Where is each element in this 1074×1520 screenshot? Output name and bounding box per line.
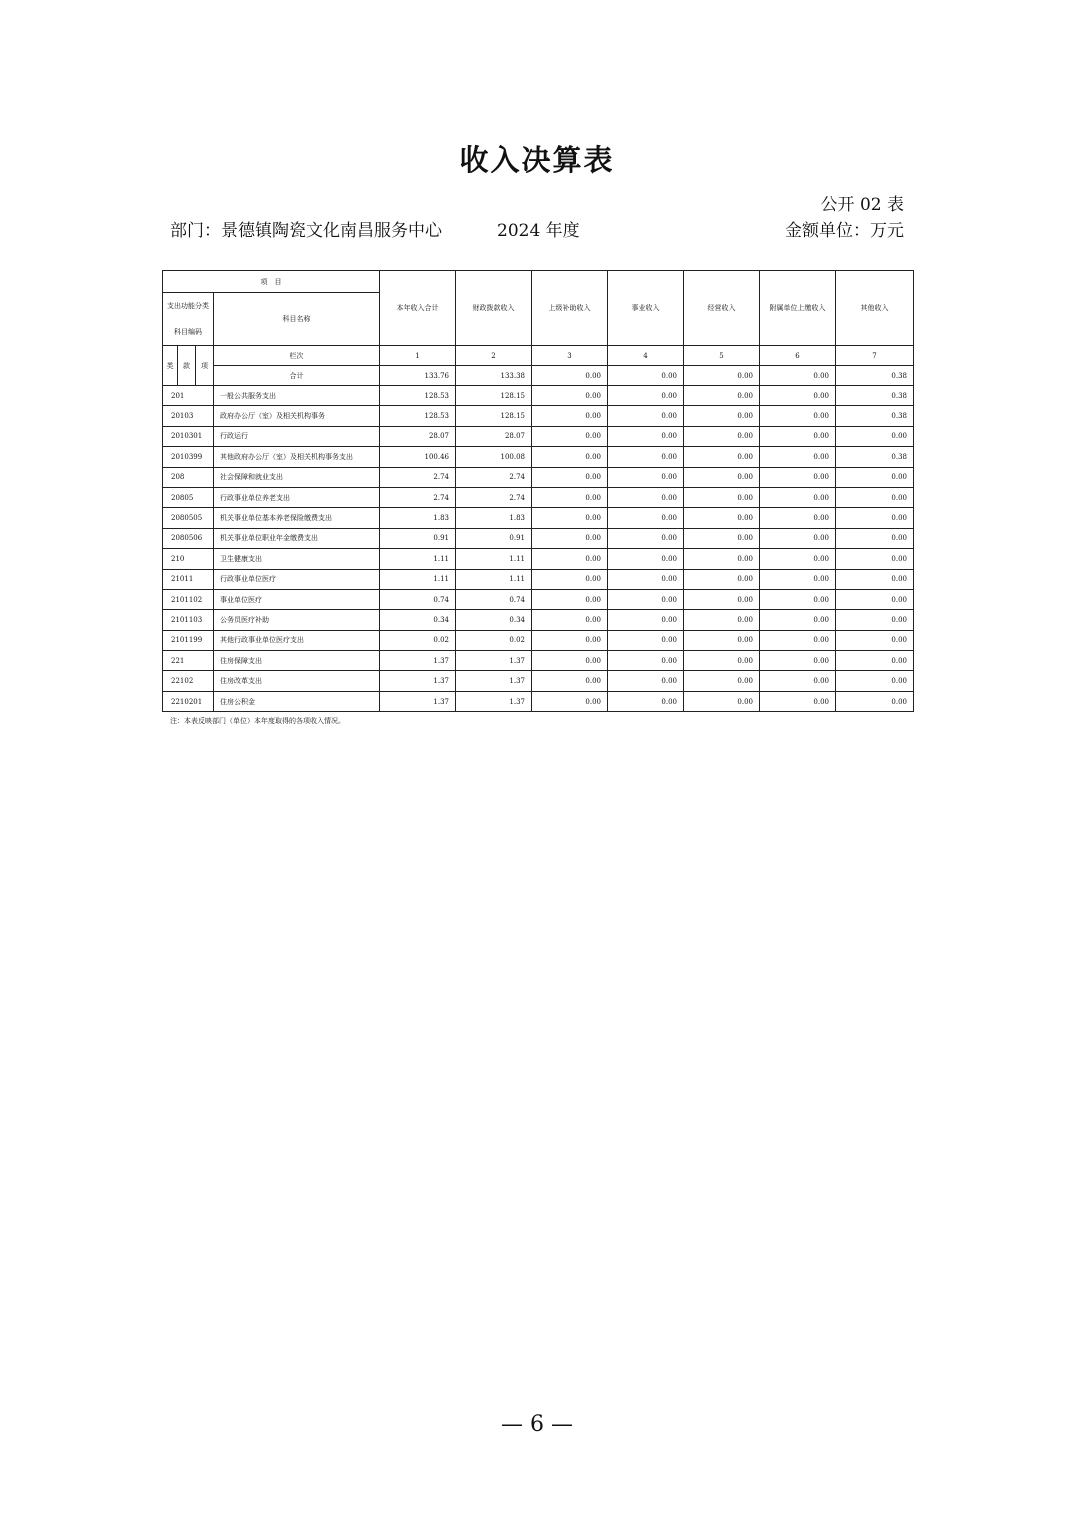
- row-subject-name: 其他政府办公厅（室）及相关机构事务支出: [214, 447, 380, 467]
- row-value: 0.00: [760, 528, 836, 548]
- row-value: 0.00: [760, 467, 836, 487]
- table-row: [163, 386, 914, 406]
- row-value: 0.00: [608, 406, 684, 426]
- row-subject-name: 公务员医疗补助: [214, 610, 380, 630]
- table-row: [163, 691, 914, 711]
- table-row: [163, 630, 914, 650]
- table-row: [163, 569, 914, 589]
- row-value: 0.00: [608, 569, 684, 589]
- row-value: 0.00: [532, 487, 608, 507]
- row-value: 0.00: [684, 569, 760, 589]
- kuan-header: 款: [178, 346, 196, 386]
- row-value: 0.00: [836, 630, 914, 650]
- row-value: 0.00: [532, 630, 608, 650]
- total-value: 133.76: [380, 366, 456, 386]
- row-value: 0.00: [684, 508, 760, 528]
- row-value: 0.00: [684, 630, 760, 650]
- row-value: 0.00: [836, 651, 914, 671]
- lei-header: 类: [163, 346, 178, 386]
- column-number: 3: [532, 346, 608, 366]
- row-value: 0.00: [760, 386, 836, 406]
- row-value: 0.00: [532, 671, 608, 691]
- total-value: 0.38: [836, 366, 914, 386]
- xiang-header: 项: [196, 346, 214, 386]
- row-value: 0.00: [684, 671, 760, 691]
- row-value: 0.00: [532, 691, 608, 711]
- row-value: 0.00: [532, 549, 608, 569]
- row-value: 1.83: [380, 508, 456, 528]
- row-value: 0.00: [684, 589, 760, 609]
- row-value: 0.00: [532, 528, 608, 548]
- page-title: 收入决算表: [459, 143, 615, 177]
- row-value: 0.02: [380, 630, 456, 650]
- total-label: 合计: [214, 366, 380, 386]
- column-number: 1: [380, 346, 456, 366]
- row-value: 1.37: [380, 671, 456, 691]
- row-value: 1.11: [456, 549, 532, 569]
- row-value: 0.00: [684, 406, 760, 426]
- table-row: [163, 508, 914, 528]
- row-value: 1.11: [456, 569, 532, 589]
- row-value: 0.00: [684, 467, 760, 487]
- row-value: 0.00: [608, 691, 684, 711]
- total-value: 0.00: [760, 366, 836, 386]
- row-value: 0.00: [608, 508, 684, 528]
- func-code-header: 支出功能分类科目编码: [163, 293, 214, 346]
- row-value: 0.34: [380, 610, 456, 630]
- row-value: 0.00: [836, 691, 914, 711]
- row-code: 221: [163, 651, 214, 671]
- row-value: 0.00: [608, 467, 684, 487]
- row-value: 0.00: [532, 386, 608, 406]
- row-value: 0.00: [760, 406, 836, 426]
- row-value: 0.00: [684, 610, 760, 630]
- row-subject-name: 住房改革支出: [214, 671, 380, 691]
- row-value: 0.00: [836, 426, 914, 446]
- row-subject-name: 住房公积金: [214, 691, 380, 711]
- column-number: 5: [684, 346, 760, 366]
- row-value: 0.00: [532, 589, 608, 609]
- row-value: 0.00: [532, 406, 608, 426]
- row-code: 20103: [163, 406, 214, 426]
- row-value: 0.00: [684, 549, 760, 569]
- row-value: 1.11: [380, 549, 456, 569]
- row-value: 1.37: [456, 651, 532, 671]
- column-number: 6: [760, 346, 836, 366]
- table-row: [163, 426, 914, 446]
- total-value: 0.00: [532, 366, 608, 386]
- column-header: 财政拨款收入: [456, 271, 532, 346]
- row-value: 0.00: [760, 651, 836, 671]
- row-value: 2.74: [456, 487, 532, 507]
- row-value: 0.00: [532, 569, 608, 589]
- footnote: 注：本表反映部门（单位）本年度取得的各项收入情况。: [170, 717, 345, 725]
- row-value: 0.00: [684, 528, 760, 548]
- table-row: [163, 447, 914, 467]
- row-value: 128.15: [456, 386, 532, 406]
- row-value: 128.15: [456, 406, 532, 426]
- total-value: 133.38: [456, 366, 532, 386]
- row-value: 0.00: [836, 589, 914, 609]
- row-value: 1.83: [456, 508, 532, 528]
- row-value: 0.00: [836, 610, 914, 630]
- page-number: — 6 —: [501, 1412, 573, 1437]
- row-value: 0.00: [608, 528, 684, 548]
- row-value: 1.37: [456, 691, 532, 711]
- row-value: 0.00: [608, 671, 684, 691]
- row-value: 0.00: [836, 549, 914, 569]
- row-value: 0.02: [456, 630, 532, 650]
- row-value: 100.46: [380, 447, 456, 467]
- row-value: 1.11: [380, 569, 456, 589]
- row-code: 2101199: [163, 630, 214, 650]
- row-value: 0.00: [836, 671, 914, 691]
- row-subject-name: 其他行政事业单位医疗支出: [214, 630, 380, 650]
- row-value: 0.00: [684, 651, 760, 671]
- row-value: 0.38: [836, 406, 914, 426]
- row-value: 0.00: [532, 610, 608, 630]
- row-code: 2080506: [163, 528, 214, 548]
- row-value: 1.37: [380, 691, 456, 711]
- column-header: 上级补助收入: [532, 271, 608, 346]
- row-value: 0.00: [760, 549, 836, 569]
- row-value: 1.37: [456, 671, 532, 691]
- row-value: 0.00: [684, 447, 760, 467]
- project-header: 项 目: [163, 271, 380, 293]
- row-value: 0.00: [760, 447, 836, 467]
- row-code: 2010399: [163, 447, 214, 467]
- row-value: 100.08: [456, 447, 532, 467]
- row-value: 0.00: [760, 426, 836, 446]
- row-value: 0.00: [684, 426, 760, 446]
- column-header: 本年收入合计: [380, 271, 456, 346]
- row-subject-name: 行政运行: [214, 426, 380, 446]
- table-row: [163, 528, 914, 548]
- lanci-label: 栏次: [214, 346, 380, 366]
- row-value: 0.38: [836, 447, 914, 467]
- row-value: 0.00: [608, 447, 684, 467]
- row-value: 28.07: [380, 426, 456, 446]
- form-number: 公开 02 表: [820, 195, 904, 215]
- column-number: 2: [456, 346, 532, 366]
- row-value: 0.00: [760, 610, 836, 630]
- row-value: 0.00: [608, 589, 684, 609]
- income-table: [162, 270, 914, 712]
- row-value: 2.74: [380, 467, 456, 487]
- table-row: [163, 610, 914, 630]
- row-value: 128.53: [380, 406, 456, 426]
- row-value: 0.00: [760, 589, 836, 609]
- row-value: 0.91: [380, 528, 456, 548]
- row-value: 0.00: [684, 386, 760, 406]
- row-value: 0.00: [532, 651, 608, 671]
- row-subject-name: 机关事业单位基本养老保险缴费支出: [214, 508, 380, 528]
- row-value: 128.53: [380, 386, 456, 406]
- row-value: 0.00: [532, 467, 608, 487]
- row-value: 0.00: [836, 528, 914, 548]
- row-code: 2010301: [163, 426, 214, 446]
- department-label: 部门：景德镇陶瓷文化南昌服务中心: [170, 221, 442, 241]
- row-subject-name: 一般公共服务支出: [214, 386, 380, 406]
- row-subject-name: 行政事业单位医疗: [214, 569, 380, 589]
- table-row: [163, 467, 914, 487]
- row-subject-name: 事业单位医疗: [214, 589, 380, 609]
- row-value: 0.00: [836, 487, 914, 507]
- column-header: 其他收入: [836, 271, 914, 346]
- row-code: 2210201: [163, 691, 214, 711]
- row-value: 0.00: [608, 630, 684, 650]
- row-subject-name: 政府办公厅（室）及相关机构事务: [214, 406, 380, 426]
- column-header: 附属单位上缴收入: [760, 271, 836, 346]
- row-value: 28.07: [456, 426, 532, 446]
- total-value: 0.00: [608, 366, 684, 386]
- row-value: 0.00: [684, 487, 760, 507]
- row-value: 0.00: [532, 426, 608, 446]
- row-value: 0.00: [608, 610, 684, 630]
- table-row: [163, 487, 914, 507]
- row-value: 2.74: [456, 467, 532, 487]
- row-value: 0.00: [760, 671, 836, 691]
- row-code: 22102: [163, 671, 214, 691]
- row-code: 208: [163, 467, 214, 487]
- row-value: 0.00: [608, 426, 684, 446]
- row-value: 0.00: [760, 508, 836, 528]
- row-value: 0.74: [456, 589, 532, 609]
- table-row: [163, 406, 914, 426]
- row-subject-name: 行政事业单位养老支出: [214, 487, 380, 507]
- row-subject-name: 卫生健康支出: [214, 549, 380, 569]
- row-value: 0.00: [760, 569, 836, 589]
- row-value: 0.00: [684, 691, 760, 711]
- row-subject-name: 机关事业单位职业年金缴费支出: [214, 528, 380, 548]
- fiscal-year: 2024 年度: [497, 221, 580, 241]
- total-row: [163, 366, 914, 386]
- row-subject-name: 社会保障和就业支出: [214, 467, 380, 487]
- amount-unit: 金额单位：万元: [785, 221, 904, 241]
- row-value: 0.00: [608, 487, 684, 507]
- row-value: 0.00: [836, 569, 914, 589]
- table-row: [163, 651, 914, 671]
- row-code: 21011: [163, 569, 214, 589]
- row-code: 2101103: [163, 610, 214, 630]
- table-row: [163, 549, 914, 569]
- row-code: 20805: [163, 487, 214, 507]
- table-row: [163, 671, 914, 691]
- row-value: 2.74: [380, 487, 456, 507]
- row-value: 0.91: [456, 528, 532, 548]
- row-value: 0.00: [532, 447, 608, 467]
- row-value: 0.00: [608, 549, 684, 569]
- subject-name-header: 科目名称: [214, 293, 380, 346]
- row-value: 0.00: [836, 467, 914, 487]
- row-code: 201: [163, 386, 214, 406]
- row-value: 0.00: [608, 386, 684, 406]
- row-code: 2101102: [163, 589, 214, 609]
- column-number: 4: [608, 346, 684, 366]
- table-row: [163, 589, 914, 609]
- row-value: 1.37: [380, 651, 456, 671]
- row-value: 0.00: [760, 630, 836, 650]
- row-code: 210: [163, 549, 214, 569]
- row-value: 0.74: [380, 589, 456, 609]
- row-value: 0.00: [760, 487, 836, 507]
- row-value: 0.00: [608, 651, 684, 671]
- row-value: 0.00: [836, 508, 914, 528]
- column-header: 事业收入: [608, 271, 684, 346]
- row-value: 0.00: [760, 691, 836, 711]
- column-header: 经营收入: [684, 271, 760, 346]
- row-value: 0.34: [456, 610, 532, 630]
- row-value: 0.38: [836, 386, 914, 406]
- total-value: 0.00: [684, 366, 760, 386]
- column-number: 7: [836, 346, 914, 366]
- row-value: 0.00: [532, 508, 608, 528]
- row-code: 2080505: [163, 508, 214, 528]
- row-subject-name: 住房保障支出: [214, 651, 380, 671]
